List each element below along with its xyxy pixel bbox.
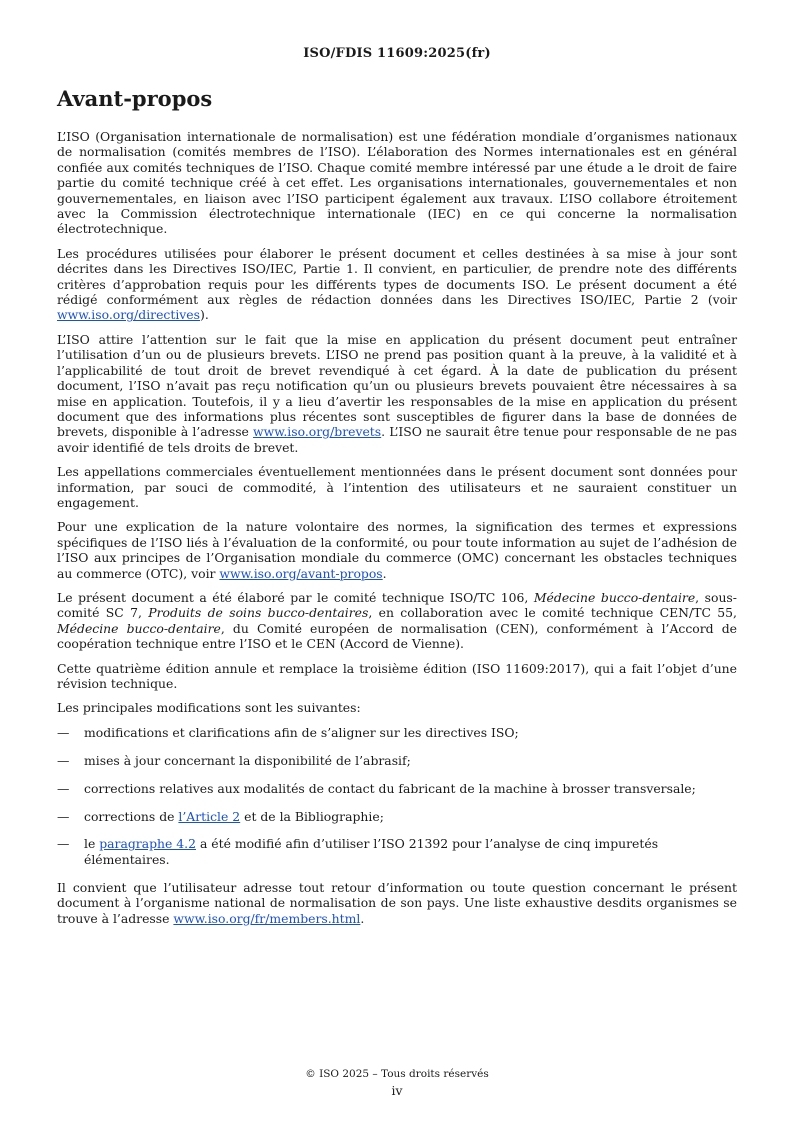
paragraph-edition: Cette quatrième édition annule et remplace la troisième édition (ISO 11609:2017), qui a fait l’objet d’une révision technique. bbox=[57, 660, 737, 691]
dash-bullet: — bbox=[57, 724, 70, 740]
foreword-body bbox=[57, 129, 737, 935]
list-item bbox=[57, 809, 737, 824]
list-item-text: et de la Bibliographie; bbox=[240, 808, 384, 824]
paragraph-text: Il convient que l’utilisateur adresse tout retour d’information ou toute question concernant le présent document à l’organisme national de normalisation de son pays. Une liste exhaustive desdits organismes se trouve à l’adresse bbox=[57, 879, 737, 926]
dash-bullet: — bbox=[57, 808, 70, 824]
directives-link[interactable]: www.iso.org/directives bbox=[57, 307, 200, 323]
paragraph-wto bbox=[57, 519, 737, 581]
dash-bullet: — bbox=[57, 780, 70, 796]
list-item bbox=[57, 781, 737, 796]
paragraph-text: . bbox=[360, 910, 365, 926]
list-item-text: corrections de bbox=[84, 808, 179, 824]
dash-bullet: — bbox=[57, 836, 70, 852]
paragraph-text: , du Comité européen de normalisation (CEN), conformément à l’Accord de coopération technique entre l’ISO et le CEN (Accord de Vienne). bbox=[57, 620, 737, 652]
foreword-link[interactable]: www.iso.org/avant-propos bbox=[219, 565, 383, 581]
paragraph-4-2-link[interactable]: paragraphe 4.2 bbox=[99, 836, 196, 852]
list-item-text: corrections relatives aux modalités de contact du fabricant de la machine à brosser transversale; bbox=[84, 780, 696, 796]
page-footer bbox=[57, 1068, 737, 1098]
paragraph-text: Le présent document a été élaboré par le comité technique ISO/TC 106, bbox=[57, 589, 534, 605]
list-item-text: modifications et clarifications afin de s’aligner sur les directives ISO; bbox=[84, 724, 519, 740]
members-link[interactable]: www.iso.org/fr/members.html bbox=[173, 910, 361, 926]
paragraph-text: , en collaboration avec le comité technique CEN/TC 55, bbox=[368, 605, 737, 621]
paragraph-trade-names: Les appellations commerciales éventuellement mentionnées dans le présent document sont données pour information, par souci de commodité, à l’intention des utilisateurs et ne sauraient constituer un engagement. bbox=[57, 464, 737, 510]
paragraph-patents bbox=[57, 332, 737, 455]
list-item bbox=[57, 753, 737, 768]
list-item bbox=[57, 725, 737, 740]
paragraph-text: . bbox=[382, 565, 387, 581]
paragraph-procedures bbox=[57, 246, 737, 323]
section-title: Avant-propos bbox=[57, 86, 213, 111]
paragraph-changes-intro: Les principales modifications sont les suivantes: bbox=[57, 700, 361, 716]
document-id: ISO/FDIS 11609:2025(fr) bbox=[303, 46, 491, 61]
committee-name: Médecine bucco-dentaire bbox=[533, 589, 696, 605]
list-item-text bbox=[84, 836, 737, 867]
subcommittee-name: Produits de soins bucco-dentaires bbox=[148, 605, 369, 621]
copyright-notice: © ISO 2025 – Tous droits réservés bbox=[305, 1068, 489, 1080]
list-item-text: a été modifié afin d’utiliser l’ISO 21392 pour l’analyse de cinq impuretés élémentaires. bbox=[84, 836, 659, 867]
list-item-text bbox=[84, 809, 384, 824]
page-number: iv bbox=[391, 1083, 403, 1098]
changes-list bbox=[57, 725, 737, 867]
cen-committee-name: Médecine bucco-dentaire bbox=[57, 620, 221, 636]
paragraph-text: ). bbox=[200, 307, 209, 323]
list-item-text: le bbox=[84, 836, 100, 852]
paragraph-committee bbox=[57, 590, 737, 652]
list-item bbox=[57, 836, 737, 867]
paragraph-text: L’ISO attire l’attention sur le fait que la mise en application du présent document peut entraîner l’utilisation d’un ou de plusieurs brevets. L’ISO ne prend pas position quant à la preuve, à la validité et à l’applicabilité de tout droit de brevet revendiqué à cet égard. À la date de publication du présent document, l’ISO n’avait pas reçu notification qu’un ou plusieurs brevets pouvaient être nécessaires à sa mise en application. Toutefois, il y a lieu d’avertir les responsables de la mise en application du présent document que des informations plus récentes sont susceptibles de figurer dans la base de données de brevets, disponible à l’adresse bbox=[57, 331, 737, 440]
dash-bullet: — bbox=[57, 752, 70, 768]
paragraph-iso-intro: L’ISO (Organisation internationale de normalisation) est une fédération mondiale d’organismes nationaux de normalisation (comités membres de l’ISO). L’élaboration des Normes internationales est en général confiée aux comités techniques de l’ISO. Chaque comité membre intéressé par une étude a le droit de faire partie du comité technique créé à cet effet. Les organisations internationales, gouvernementales et non gouvernementales, en liaison avec l’ISO participent également aux travaux. L’ISO collabore étroitement avec la Commission électrotechnique internationale (IEC) en ce qui concerne la normalisation électrotechnique. bbox=[57, 129, 737, 237]
article-2-link[interactable]: l’Article 2 bbox=[178, 808, 241, 824]
paragraph-text: , sous-comité SC 7, bbox=[57, 589, 737, 621]
list-item-text: mises à jour concernant la disponibilité de l’abrasif; bbox=[84, 752, 411, 768]
paragraph-text: Pour une explication de la nature volontaire des normes, la signification des termes et expressions spécifiques de l’ISO liés à l’évaluation de la conformité, ou pour toute information au sujet de l’adhésion de l’ISO aux principes de l’Organisation mondiale du commerce (OMC) concernant les obstacles techniques au commerce (OTC), voir bbox=[57, 519, 737, 581]
paragraph-feedback bbox=[57, 880, 737, 926]
paragraph-text: . L’ISO ne saurait être tenue pour responsable de ne pas avoir identifié de tels droits de brevet. bbox=[57, 424, 737, 455]
patents-link[interactable]: www.iso.org/brevets bbox=[253, 424, 382, 440]
paragraph-text: Les procédures utilisées pour élaborer le présent document et celles destinées à sa mise à jour sont décrites dans les Directives ISO/IEC, Partie 1. Il convient, en particulier, de prendre note des différents critères d’approbation requis pour les différents types de documents ISO. Le présent document a été rédigé conformément aux règles de rédaction données dans les Directives ISO/IEC, Partie 2 (voir bbox=[57, 245, 737, 308]
